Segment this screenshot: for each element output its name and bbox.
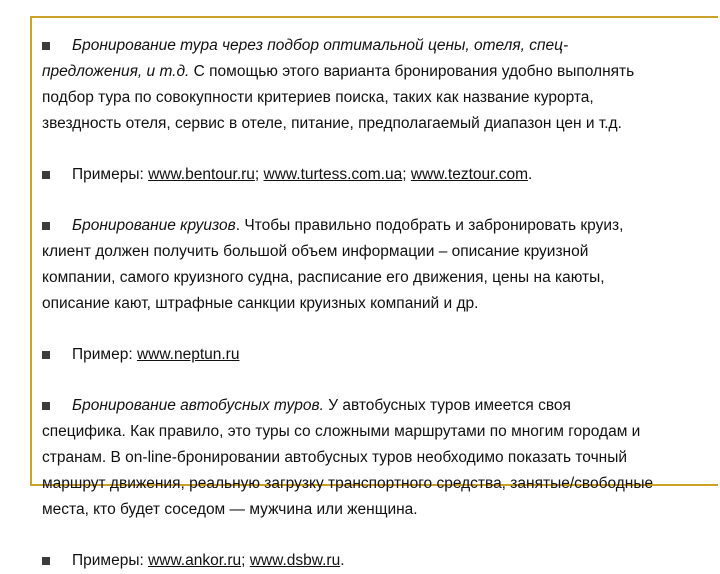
square-bullet-icon (42, 222, 50, 230)
bullet-paragraph (42, 342, 710, 368)
body-text: У автобусных туров имеется своя (323, 397, 571, 414)
emphasis-text: Бронирование тура через подбор оптимальной цены, отеля, спец- (72, 37, 569, 54)
emphasis-text: Бронирование автобусных туров. (72, 397, 324, 414)
url-link[interactable]: www.dsbw.ru (249, 552, 341, 569)
body-text: странам. В on-line-бронировании автобусных туров необходимо показать точный (42, 449, 628, 466)
paragraph-first-line (42, 548, 710, 574)
paragraph-line (42, 497, 710, 523)
left-rule (30, 16, 32, 486)
body-text: ; (254, 166, 264, 183)
square-bullet-icon (42, 42, 50, 50)
body-text: ; (402, 166, 411, 183)
body-text: . (528, 166, 533, 183)
body-text: места, кто будет соседом — мужчина или женщина. (42, 501, 418, 518)
body-text: описание кают, штрафные санкции круизных компаний и др. (42, 295, 479, 312)
paragraph-gap (42, 368, 710, 393)
body-text: компании, самого круизного судна, расписание его движения, цены на каюты, (42, 269, 605, 286)
url-link[interactable]: www.teztour.com (410, 166, 529, 183)
square-bullet-icon (42, 171, 50, 179)
emphasis-text: предложения, и т.д. (42, 63, 190, 80)
paragraph-first-line (42, 162, 710, 188)
paragraph-line (42, 59, 710, 85)
square-bullet-icon (42, 351, 50, 359)
paragraph-line (42, 419, 710, 445)
paragraph-gap (42, 137, 710, 162)
body-text: маршрут движения, реальную загрузку транспортного средства, занятые/свободные (42, 475, 654, 492)
paragraph-first-line (42, 213, 710, 239)
paragraph-first-line (42, 342, 710, 368)
paragraph-line (42, 445, 710, 471)
url-link[interactable]: www.neptun.ru (136, 346, 240, 363)
paragraph-line (42, 85, 710, 111)
url-link[interactable]: www.ankor.ru (148, 552, 242, 569)
paragraph-gap (42, 188, 710, 213)
bullet-paragraph (42, 162, 710, 188)
body-text: Примеры: (72, 166, 149, 183)
emphasis-text: Бронирование круизов (72, 217, 236, 234)
square-bullet-icon (42, 557, 50, 565)
paragraph-first-line (42, 393, 710, 419)
slide-content (42, 33, 710, 574)
square-bullet-icon (42, 402, 50, 410)
bullet-paragraph (42, 548, 710, 574)
body-text: звездность отеля, сервис в отеле, питание, предполагаемый диапазон цен и т.д. (42, 115, 622, 132)
bullet-paragraph (42, 33, 710, 137)
paragraph-line (42, 291, 710, 317)
bullet-paragraph (42, 393, 710, 523)
body-text: Примеры: (72, 552, 149, 569)
top-rule (30, 16, 718, 18)
body-text: ; (241, 552, 250, 569)
paragraph-line (42, 239, 710, 265)
paragraph-gap (42, 317, 710, 342)
paragraph-line (42, 471, 710, 497)
url-link[interactable]: www.bentour.ru (148, 166, 255, 183)
paragraph-first-line (42, 33, 710, 59)
body-text: . (340, 552, 345, 569)
body-text: подбор тура по совокупности критериев поиска, таких как название курорта, (42, 89, 594, 106)
body-text: специфика. Как правило, это туры со сложными маршрутами по многим городам и (42, 423, 641, 440)
paragraph-line (42, 111, 710, 137)
body-text: С помощью этого варианта бронирования удобно выполнять (189, 63, 635, 80)
url-link[interactable]: www.turtess.com.ua (263, 166, 403, 183)
body-text: . Чтобы правильно подобрать и забронировать круиз, (235, 217, 624, 234)
body-text: клиент должен получить большой объем информации – описание круизной (42, 243, 589, 260)
bullet-paragraph (42, 213, 710, 317)
body-text: Пример: (72, 346, 137, 363)
paragraph-line (42, 265, 710, 291)
paragraph-gap (42, 523, 710, 548)
